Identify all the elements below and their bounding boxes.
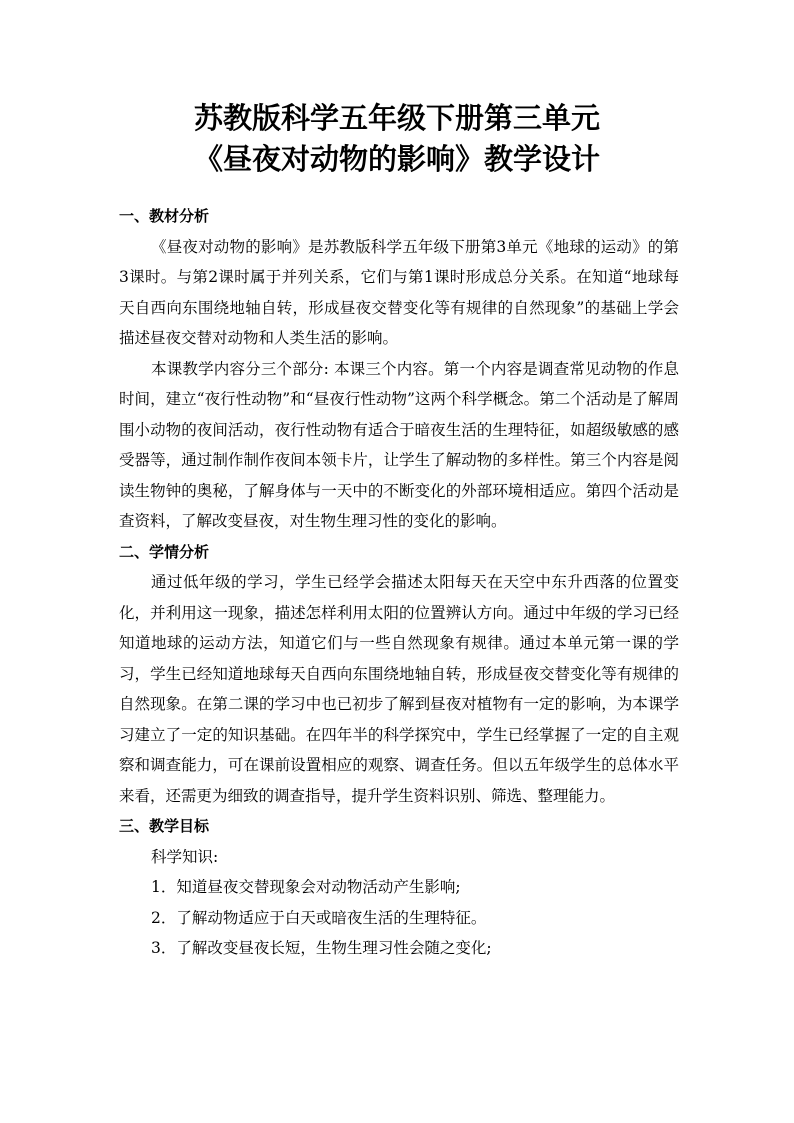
title-line-1: 苏教版科学五年级下册第三单元 [193, 101, 600, 135]
document-title [0, 98, 794, 180]
paragraph-student-analysis: 通过低年级的学习，学生已经学会描述太阳每天在天空中东升西落的位置变化，并利用这一现象，描述怎样利用太阳的位置辨认方向。通过中年级的学习已经知道地球的运动方法，知道它们与一些自然现象有规律。通过本单元第一课的学习，学生已经知道地球每天自西向东围绕地轴自转，形成昼夜交替变化等有规律的自然现象。在第二课的学习中也已初步了解到昼夜对植物有一定的影响，为本课学习建立了一定的知识基础。在四年半的科学探究中，学生已经掌握了一定的自主观察和调查能力，可在课前设置相应的观察、调查任务。但以五年级学生的总体水平来看，还需更为细致的调查指导，提升学生资料识别、筛选、整理能力。 [119, 573, 679, 805]
title-line-2: 《昼夜对动物的影响》教学设计 [193, 142, 600, 176]
section-heading-textbook-analysis: 一、教材分析 [119, 207, 210, 225]
goal-item-3: 3．了解改变昼夜长短，生物生理习性会随之变化; [151, 939, 492, 957]
goal-item-1: 1．知道昼夜交替现象会对动物活动产生影响; [151, 878, 461, 896]
section-heading-student-analysis: 二、学情分析 [119, 542, 210, 561]
paragraph-textbook-analysis-2: 本课教学内容分三个部分: 本课三个内容。第一个内容是调查常见动物的作息时间，建立“夜行性动物”和“昼夜行性动物”这两个科学概念。第二个活动是了解周围小动物的夜间活动，夜行性动物有适合于暗夜生活的生理特征，如超级敏感的感受器等，通过制作制作夜间本领卡片，让学生了解动物的多样性。第三个内容是阅读生物钟的奥秘，了解身体与一天中的不断变化的外部环境相适应。第四个活动是查资料，了解改变昼夜，对生物生理习性的变化的影响。 [119, 359, 679, 530]
subheading-science-knowledge: 科学知识: [151, 847, 219, 866]
goal-item-2: 2．了解动物适应于白天或暗夜生活的生理特征。 [151, 908, 487, 927]
document-body [119, 201, 679, 964]
section-heading-teaching-goals: 三、教学目标 [119, 817, 210, 835]
paragraph-textbook-analysis-1: 《昼夜对动物的影响》是苏教版科学五年级下册第3单元《地球的运动》的第3课时。与第2课时属于并列关系，它们与第1课时形成总分关系。在知道“地球每天自西向东围绕地轴自转，形成昼夜交替变化等有规律的自然现象”的基础上学会描述昼夜交替对动物和人类生活的影响。 [119, 237, 679, 347]
